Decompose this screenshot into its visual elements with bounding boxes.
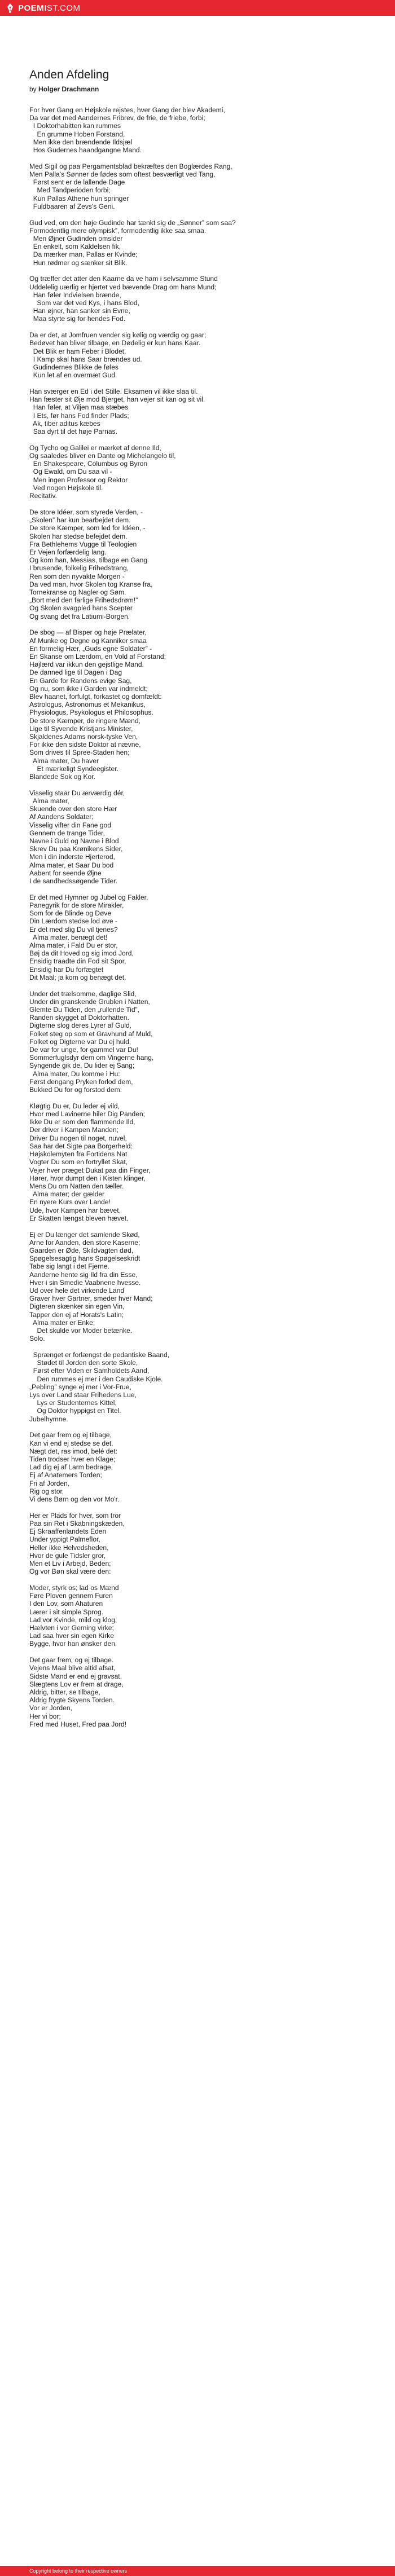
poem-line: Og saaledes bliver en Dante og Michelangelo til, <box>29 452 176 460</box>
poem-line: Men et Liv i Arbejd, Beden; <box>29 1560 111 1568</box>
poem-line: Aanderne hente sig Ild fra din Esse, <box>29 1270 138 1279</box>
poem-line: Han fæster sit Øje mod Bjerget, han vejer sit kan og sit vil. <box>29 395 205 404</box>
poem-line: Et mærkeligt Syndeegister. <box>29 764 118 773</box>
poem-line: Og nu, som ikke i Garden var indmeldt; <box>29 684 148 693</box>
poem-line: De store Kæmper, som led for Idéen, - <box>29 524 146 532</box>
poem-line: Tornekranse og Nagler og Søm. <box>29 588 126 596</box>
poem-line: Hører, hvor dumpt den i Kisten klinger, <box>29 1174 146 1182</box>
poem-line: Gud ved, om den høje Gudinde har tænkt sig de „Sønner” som saa? <box>29 218 236 227</box>
poem-stanza <box>29 106 368 154</box>
poem-line: Som for de Blinde og Døve <box>29 909 112 918</box>
poem-line: Gaarden er Øde, Skildvagten død, <box>29 1246 134 1254</box>
poem-line: En Garde for Randens evige Sag, <box>29 676 132 685</box>
poem-line: Og Ewald, om Du saa vil - <box>29 468 112 476</box>
logo-text-primary: POEM <box>18 3 45 13</box>
poem-line: Da mærker man, Pallas er Kvinde; <box>29 250 138 259</box>
poem-stanza <box>29 444 368 500</box>
poem-line: Da var det med Aandernes Fribrev, de frie, de friebe, forbi; <box>29 114 205 122</box>
poem-line: Ej Skraaffenlandets Eden <box>29 1527 107 1536</box>
poem-line: Tabe sig langt i det Fjerne. <box>29 1262 109 1271</box>
poem-line: Hælvten i vor Gerning virke; <box>29 1624 114 1632</box>
poem-line: I de sandhedssøgende Tider. <box>29 877 117 886</box>
poem-line: De danned lige til Dagen i Dag <box>29 668 122 677</box>
poem-line: Som drives til Spree-Staden hen; <box>29 748 130 757</box>
poem-line: Driver Du nogen til noget, nuvel, <box>29 1134 127 1142</box>
poem-line: Er det med Hymner og Jubel og Fakler, <box>29 893 148 901</box>
poem-line: I Ets, før hans Fod finder Plads; <box>29 411 129 420</box>
poem-line: I brusende, folkelig Frihedstrang, <box>29 564 129 573</box>
poem-line: Navne i Guld og Navne i Blod <box>29 837 119 845</box>
poem-line: Som var det ved Kys, i hans Blod, <box>29 299 139 307</box>
poem-line: Og kom han, Messias, tilbage en Gang <box>29 556 148 565</box>
poem-line: Lad vor Kvinde, mild og klog, <box>29 1615 117 1624</box>
poem-line: Ak, tiber aditus kæbes <box>29 419 100 428</box>
poem-line: Hun rødmer og sænker sit Blik. <box>29 258 128 267</box>
poem-line: Folket steg op som et Gravhund af Muld, <box>29 1029 153 1038</box>
poem-line: Slægtens Lov er frem at drage, <box>29 1680 124 1688</box>
poem-line: Maa styrte sig for hendes Fod. <box>29 315 126 323</box>
poem-line: Dit Maal; ja kom og benægt det. <box>29 973 126 981</box>
site-header <box>0 0 395 16</box>
poem-line: Aldrig, bitter, se tilbage, <box>29 1688 100 1697</box>
poem-line: Alma mater er Enke; <box>29 1318 95 1327</box>
poem-line: Randen skygget af Doktorhatten. <box>29 1014 129 1022</box>
poem-line: De sbog — af Bisper og høje Prælater, <box>29 628 147 637</box>
poem-stanza <box>29 628 368 781</box>
poem-stanza <box>29 275 368 323</box>
poem-line: Arne for Aanden, den store Kaserne; <box>29 1238 141 1247</box>
poem-line: Højlærd var ikkun den gejstlige Mand. <box>29 660 144 669</box>
poem-stanza <box>29 1351 368 1423</box>
poem-line: En enkelt, som Kaldelsen fik, <box>29 243 121 251</box>
poem-line: Det gaar frem og ej tilbage, <box>29 1431 112 1439</box>
poem-line: Lad saa hver sin egen Kirke <box>29 1632 114 1640</box>
poem-stanza <box>29 162 368 210</box>
poem-body <box>29 106 368 1728</box>
poem-line: Men ikke den brændende Ildsjæl <box>29 138 133 146</box>
poem-line: Bygge, hvor han ønsker den. <box>29 1640 117 1648</box>
poem-line: Visselig staar Du ærværdig dér, <box>29 789 125 797</box>
poem-line: Under det trælsomme, daglige Slid, <box>29 989 137 998</box>
poem-line: „Bort med den farlige Frihedsdrøm!” <box>29 596 138 605</box>
poem-line: Heller ikke Helvedsheden, <box>29 1543 109 1552</box>
poem-line: Mens Du om Natten den tæller. <box>29 1182 124 1190</box>
poem-stanza <box>29 1102 368 1222</box>
poem-line: Glemte Du Tiden, den „rullende Tid”, <box>29 1006 139 1014</box>
poem-line: Af Munke og Degne og Kanniker smaa <box>29 636 147 645</box>
poem-line: Og svang det fra Latiumi-Borgen. <box>29 612 130 620</box>
poem-line: En Skanse om Lærdom, en Vold af Forstand; <box>29 652 166 660</box>
poem-line: Hver i sin Smedie Vaabnene hvesse. <box>29 1278 141 1287</box>
poem-line: Først dengang Pryken forlod dem, <box>29 1077 133 1086</box>
poem-line: Vi dens Børn og den vor Mo'r. <box>29 1495 120 1503</box>
poem-line: Under yppigt Palmeflor, <box>29 1535 100 1544</box>
poem-line: Med Tandperioden forbi; <box>29 186 111 195</box>
copyright-text: Copyright belong to their respective owners <box>29 2568 128 2574</box>
poem-line: Digterne slog deres Lyrer af Guld, <box>29 1021 132 1030</box>
poem-line: Den rummes ej mer i den Caudiske Kjole. <box>29 1375 163 1383</box>
poem-line: Visselig vifter din Fane god <box>29 821 111 829</box>
poem-line: Syngende gik de, Du lider ej Sang; <box>29 1062 135 1070</box>
poem-line: Det Blik er ham Feber i Blodet, <box>29 347 126 355</box>
poem-line: Moder, styrk os; lad os Mænd <box>29 1584 119 1592</box>
poem-line: Kan vi end ej stedse se det. <box>29 1439 113 1447</box>
poem-line: Fra Bethlehems Vugge til Teologien <box>29 540 137 548</box>
poem-line: Alma mater, Du komme i Hu: <box>29 1069 120 1078</box>
poem-line: Kun Pallas Athene hun springer <box>29 194 129 202</box>
poem-line: En formelig Hær, „Guds egne Soldater” - <box>29 644 152 653</box>
poem-line: Folket og Digterne var Du ej huld, <box>29 1037 131 1046</box>
poem-line: Graver hver Gartner, smeder hver Mand; <box>29 1294 153 1303</box>
poem-line: Han øjner, han sanker sin Evne, <box>29 307 130 315</box>
poem-line: Ud over hele det virkende Land <box>29 1286 125 1294</box>
poem-line: Er Skatten længst bleven hævet. <box>29 1214 129 1222</box>
poem-line: Og Doktor hyppigst en Titel. <box>29 1407 121 1415</box>
poem-stanza <box>29 789 368 885</box>
poem-line: Og vor Bøn skal være den: <box>29 1567 111 1576</box>
poem-line: Da ved man, hvor Skolen tog Kranse fra, <box>29 580 153 588</box>
poem-line: Sprænget er forlængst de pedantiske Baand, <box>29 1350 170 1359</box>
poem-line: Paa sin Ret i Skabningskæden, <box>29 1520 125 1527</box>
fountain-pen-icon <box>6 3 15 13</box>
poem-line: Fuldbaaren af Zevs's Geni. <box>29 202 115 210</box>
poem-line: Bøj da dit Hoved og sig imod Jord, <box>29 949 134 958</box>
poem-line: Fri af Jorden, <box>29 1479 70 1487</box>
poem-stanza <box>29 1231 368 1343</box>
poem-line: Føre Ploven gennem Furen <box>29 1592 113 1600</box>
poem-line: Lige til Syvende Kristjans Minister, <box>29 724 133 733</box>
poem-line: Men Øjner Gudinden omsider <box>29 235 123 243</box>
poem-line: Hvor med Lavinerne hiler Dig Panden; <box>29 1110 146 1119</box>
poem-line: Først sent er de lallende Dage <box>29 178 125 187</box>
poem-line: Stødet til Jorden den sorte Skole, <box>29 1359 138 1367</box>
poem-line: Aabent for seende Øjne <box>29 869 102 877</box>
poem-line: Vejer hver præget Dukat paa din Finger, <box>29 1166 151 1174</box>
poem-line: Spøgelsesagtig hans Spøgelseskridt <box>29 1254 141 1263</box>
poem-line: Under din granskende Grublen i Natten, <box>29 997 150 1006</box>
poem-line: Og Skolen svagpled hans Scepter <box>29 604 133 613</box>
site-logo-link[interactable] <box>6 3 81 13</box>
poem-line: Bukked Du for og forstod dem. <box>29 1086 122 1094</box>
poem-line: Sidste Mand er end ej gravsat, <box>29 1672 122 1680</box>
poem-line: Blandede Sok og Kor. <box>29 772 95 781</box>
poem-line: I Kamp skal hans Saar brændes ud. <box>29 355 142 363</box>
poem-line: Ved nogen Højskole til. <box>29 483 103 492</box>
poem-stanza <box>29 387 368 435</box>
poem-stanza <box>29 1431 368 1503</box>
poem-line: Skolen har stedse befejdet dem. <box>29 532 128 540</box>
logo-text-secondary: IST.COM <box>44 3 81 13</box>
poem-line: En Shakespeare, Columbus og Byron <box>29 460 148 468</box>
poem-line: Alma mater, Du haver <box>29 756 99 765</box>
poem-line: Saa har det Sigte paa Borgerheld: <box>29 1142 133 1150</box>
poem-line: Kun let af en overmæt Gud. <box>29 371 117 380</box>
poem-line: Vor er Jorden, <box>29 1704 72 1712</box>
poem-line: I Doktorhabitten kan rummes <box>29 122 121 130</box>
poem-line: I den Lov, som Ahaturen <box>29 1600 103 1608</box>
poem-line: Lad dig ej af Larm bedrage, <box>29 1463 113 1472</box>
poem-line: Er Vejen forfærdelig lang. <box>29 548 107 556</box>
poem-stanza <box>29 1512 368 1576</box>
poem-line: En grumme Hoben Forstand, <box>29 130 125 138</box>
poem-line: Det skulde vor Moder betænke. <box>29 1326 133 1335</box>
poem-stanza <box>29 893 368 981</box>
poem-line: Lærer i sit simple Sprog. <box>29 1608 104 1616</box>
poem-line: Ude, hvor Kampen har bævet, <box>29 1206 121 1214</box>
poem-line: Alma mater, i Fald Du er stor, <box>29 941 118 950</box>
poem-line: Men i din inderste Hjerterod, <box>29 853 115 861</box>
poem-line: Gudindernes Blikke de føles <box>29 363 118 372</box>
poem-stanza <box>29 1656 368 1728</box>
poem-line: Men ingen Professor og Rektor <box>29 475 128 484</box>
poem-line: Tapper den ej af Horats's Latin; <box>29 1310 124 1319</box>
poem-stanza <box>29 331 368 379</box>
poem-line: Her er Plads for hver, som tror <box>29 1511 121 1520</box>
poem-line: Der driver i Kampen Manden; <box>29 1126 118 1134</box>
poem-line: Han føler, at Viljen maa stæbes <box>29 403 129 412</box>
poem-line: Han sværger en Ed i det Stille. Eksamen vil ikke slaa til. <box>29 387 198 396</box>
poem-line: De store Kæmper, de ringere Mænd, <box>29 716 141 725</box>
poem-line: Alma mater, et Saar Du bod <box>29 861 114 869</box>
poem-line: Vejens Maal blive altid afsat, <box>29 1664 116 1672</box>
poem-stanza <box>29 990 368 1094</box>
poem-line: Det gaar frem, og ej tilbage. <box>29 1656 114 1665</box>
poem-container <box>29 68 368 1737</box>
poem-line: Og Tycho og Galilei er mærket af denne Ild, <box>29 443 161 452</box>
author-link[interactable]: Holger Drachmann <box>38 85 99 93</box>
poem-line: Gennem de trange Tider, <box>29 829 105 837</box>
poem-line: Først efter Viden er Samholdets Aand, <box>29 1367 150 1375</box>
poem-line: Med Sigil og paa Pergamentsblad bekræftes den Boglærdes Rang, <box>29 162 232 170</box>
poem-line: Ej af Anatemers Torden; <box>29 1471 102 1479</box>
poem-line: Ikke Du er som den flammende Ild, <box>29 1118 135 1126</box>
poem-line: Skuende over den store Hær <box>29 805 117 813</box>
poem-line: Skrev Du paa Krønikens Sider, <box>29 845 123 853</box>
poem-line: Uddelelig uærlig er hjertet ved bævende Drag om hans Mund; <box>29 283 217 291</box>
poem-line: Fred med Huset, Fred paa Jord! <box>29 1720 127 1728</box>
poem-line: Skjaldenes Adams norsk-tyske Ven, <box>29 732 138 741</box>
byline-prefix: by <box>29 85 37 93</box>
poem-line: Højskolemyten fra Fortidens Nat <box>29 1150 128 1159</box>
poem-line: Her vi bor; <box>29 1712 61 1720</box>
poem-line: Ej er Du længer det samlende Skød, <box>29 1230 140 1239</box>
poem-line: Hvor de gule Tidsler gror, <box>29 1551 106 1560</box>
poem-line: Kløgtig Du er, Du leder ej vild, <box>29 1102 120 1110</box>
poem-line: En nyere Kurs over Lande! <box>29 1198 111 1206</box>
poem-line: Blev haanet, forfulgt, forkastet og domfældt: <box>29 692 162 701</box>
poem-stanza <box>29 219 368 267</box>
poem-title: Anden Afdeling <box>29 68 109 81</box>
poem-line: For ikke den sidste Doktor at nævne, <box>29 741 141 749</box>
poem-line: Er det med slig Du vil tjenes? <box>29 925 118 933</box>
poem-line: Formodentlig mere olympisk”, formodentlig ikke saa smaa. <box>29 226 207 235</box>
poem-line: Da er det, at Jomfruen vender sig kølig og værdig og gaar; <box>29 331 207 340</box>
poem-stanza <box>29 508 368 620</box>
poem-line: Ensidig traadte din Fod sit Spor, <box>29 957 126 966</box>
poem-line: For hver Gang en Højskole rejstes, hver Gang der blev Akademi, <box>29 106 225 114</box>
poem-byline <box>29 85 368 94</box>
poem-line: Din Lærdom stedse lod øve - <box>29 917 117 926</box>
poem-line: Lys over Land staar Frihedens Lue, <box>29 1390 137 1399</box>
poem-line: Physiologus, Psykologus et Philosophus. <box>29 708 153 717</box>
poem-line: „Skolen” har kun bearbejdet dem. <box>29 516 131 525</box>
poem-line: Vogter Du som en fortryllet Skat, <box>29 1158 128 1166</box>
poem-line: Solo. <box>29 1335 45 1343</box>
poem-line: Alma mater, benægt det! <box>29 933 108 941</box>
poem-line: Astrologus, Astronomus et Mekanikus, <box>29 701 146 709</box>
poem-line: Alma mater; der gælder <box>29 1190 105 1199</box>
poem-line: Aldrig frygte Skyens Torden. <box>29 1696 115 1705</box>
poem-line: Saa dyrt til det høje Parnas. <box>29 428 117 436</box>
poem-stanza <box>29 1584 368 1648</box>
poem-line: Ren som den nyvakte Morgen - <box>29 572 125 580</box>
site-footer <box>0 2566 395 2576</box>
poem-line: De var for unge, for gammel var Du! <box>29 1046 138 1054</box>
poem-line: Alma mater, <box>29 796 69 805</box>
poem-line: De store Idéer, som styrede Verden, - <box>29 508 143 516</box>
poem-line: Og træffer det atter den Kaarne da ve ham i selvsamme Stund <box>29 275 218 283</box>
poem-line: Rig og stor, <box>29 1487 64 1495</box>
poem-line: Digteren skænker sin egen Vin, <box>29 1302 125 1311</box>
poem-line: Sommerfuglsdyr dem om Vingerne hang, <box>29 1054 154 1062</box>
poem-line: Nægt det, ras imod, belé det: <box>29 1447 117 1455</box>
poem-line: Men Palla's Sønner de fødes som oftest besværligt ved Tang, <box>29 170 216 179</box>
poem-line: Ensidig har Du forfægtet <box>29 965 104 974</box>
poem-line: Hos Gudernes haandgangne Mand. <box>29 146 142 155</box>
poem-line: Lys er Studenternes Kittel, <box>29 1399 117 1407</box>
poem-line: Tiden trodser hver en Klage; <box>29 1455 116 1463</box>
poem-line: Han føler Indvielsen brænde, <box>29 290 121 299</box>
poem-line: Af Aandens Soldater; <box>29 813 94 821</box>
poem-line: Jubelhymne. <box>29 1415 68 1423</box>
poem-line: Bedøvet han bliver tilbage, en Dødelig er kun hans Kaar. <box>29 339 201 347</box>
poem-line: Recitativ. <box>29 492 57 500</box>
poem-line: Panegyrik for de store Mirakler, <box>29 901 124 910</box>
poem-line: „Pebling” synge ej mer i Vor-Frue, <box>29 1382 131 1391</box>
